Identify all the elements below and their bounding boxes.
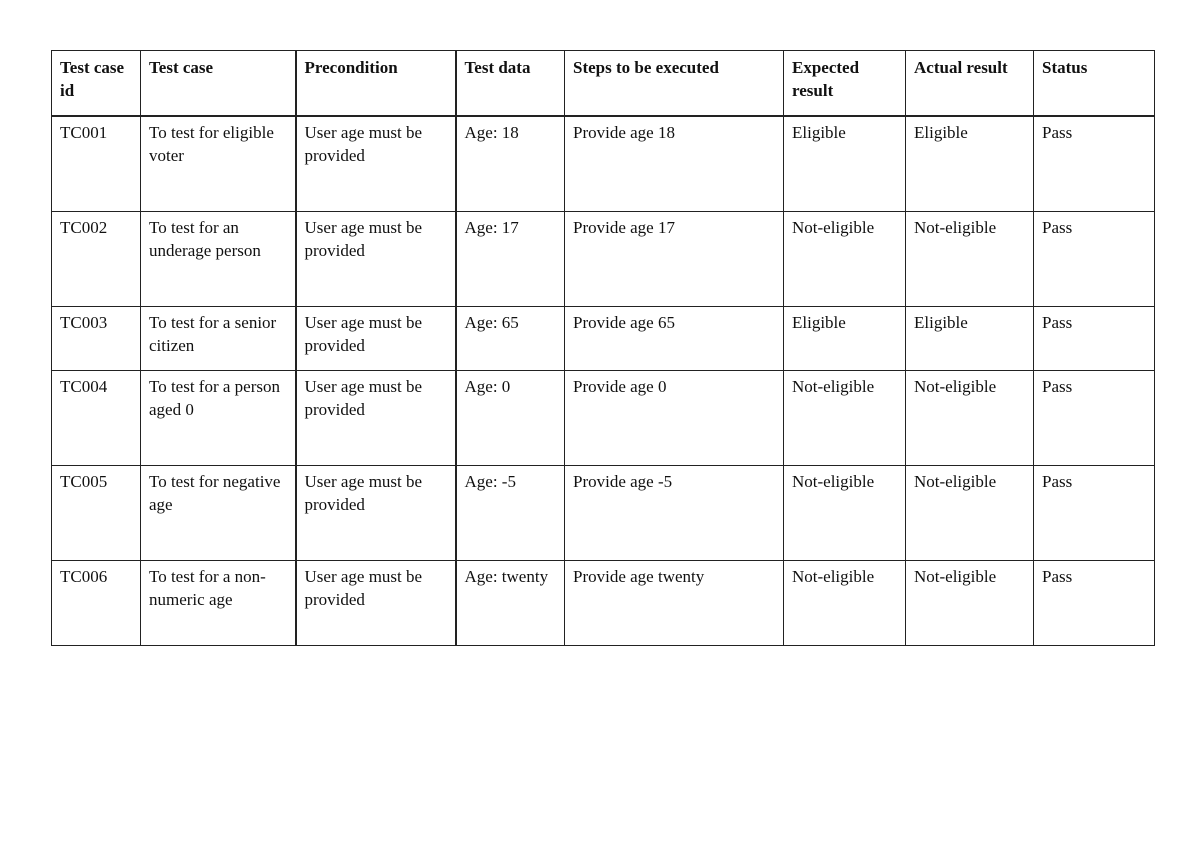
cell-precondition: User age must be provided [296, 307, 456, 371]
cell-expected-result: Not-eligible [784, 466, 906, 561]
cell-precondition: User age must be provided [296, 561, 456, 646]
cell-test-data: Age: 65 [456, 307, 565, 371]
table-row [52, 561, 1155, 646]
cell-actual-result: Not-eligible [906, 212, 1034, 307]
cell-steps: Provide age 65 [565, 307, 784, 371]
cell-actual-result: Eligible [906, 307, 1034, 371]
cell-test-case-id: TC004 [52, 371, 141, 466]
cell-test-case-id: TC002 [52, 212, 141, 307]
cell-test-case: To test for a person aged 0 [141, 371, 296, 466]
cell-precondition: User age must be provided [296, 212, 456, 307]
cell-expected-result: Not-eligible [784, 561, 906, 646]
table-body [52, 116, 1155, 646]
cell-expected-result: Not-eligible [784, 212, 906, 307]
header-expected-result: Expected result [784, 51, 906, 117]
header-test-data: Test data [456, 51, 565, 117]
test-case-table [51, 50, 1155, 646]
cell-test-case: To test for an underage person [141, 212, 296, 307]
cell-actual-result: Eligible [906, 116, 1034, 212]
table-row [52, 307, 1155, 371]
header-actual-result: Actual result [906, 51, 1034, 117]
header-steps: Steps to be executed [565, 51, 784, 117]
cell-status: Pass [1034, 116, 1155, 212]
cell-steps: Provide age 0 [565, 371, 784, 466]
cell-test-case-id: TC003 [52, 307, 141, 371]
cell-test-case: To test for a senior citizen [141, 307, 296, 371]
table-header [52, 51, 1155, 117]
table-row [52, 371, 1155, 466]
cell-test-case-id: TC005 [52, 466, 141, 561]
cell-expected-result: Eligible [784, 116, 906, 212]
table-row [52, 212, 1155, 307]
cell-status: Pass [1034, 307, 1155, 371]
cell-status: Pass [1034, 466, 1155, 561]
header-test-case: Test case [141, 51, 296, 117]
cell-steps: Provide age -5 [565, 466, 784, 561]
cell-status: Pass [1034, 371, 1155, 466]
cell-steps: Provide age twenty [565, 561, 784, 646]
header-status: Status [1034, 51, 1155, 117]
cell-test-case-id: TC001 [52, 116, 141, 212]
cell-actual-result: Not-eligible [906, 371, 1034, 466]
cell-status: Pass [1034, 561, 1155, 646]
cell-actual-result: Not-eligible [906, 561, 1034, 646]
cell-test-data: Age: 17 [456, 212, 565, 307]
cell-actual-result: Not-eligible [906, 466, 1034, 561]
cell-status: Pass [1034, 212, 1155, 307]
header-precondition: Precondition [296, 51, 456, 117]
cell-test-data: Age: 0 [456, 371, 565, 466]
cell-test-data: Age: twenty [456, 561, 565, 646]
cell-precondition: User age must be provided [296, 371, 456, 466]
cell-test-case: To test for a non-numeric age [141, 561, 296, 646]
cell-precondition: User age must be provided [296, 466, 456, 561]
cell-test-data: Age: 18 [456, 116, 565, 212]
cell-precondition: User age must be provided [296, 116, 456, 212]
cell-test-data: Age: -5 [456, 466, 565, 561]
cell-expected-result: Not-eligible [784, 371, 906, 466]
header-test-case-id: Test case id [52, 51, 141, 117]
table-row [52, 466, 1155, 561]
cell-test-case: To test for negative age [141, 466, 296, 561]
cell-test-case-id: TC006 [52, 561, 141, 646]
cell-steps: Provide age 18 [565, 116, 784, 212]
header-row [52, 51, 1155, 117]
cell-steps: Provide age 17 [565, 212, 784, 307]
cell-expected-result: Eligible [784, 307, 906, 371]
cell-test-case: To test for eligible voter [141, 116, 296, 212]
table-row [52, 116, 1155, 212]
